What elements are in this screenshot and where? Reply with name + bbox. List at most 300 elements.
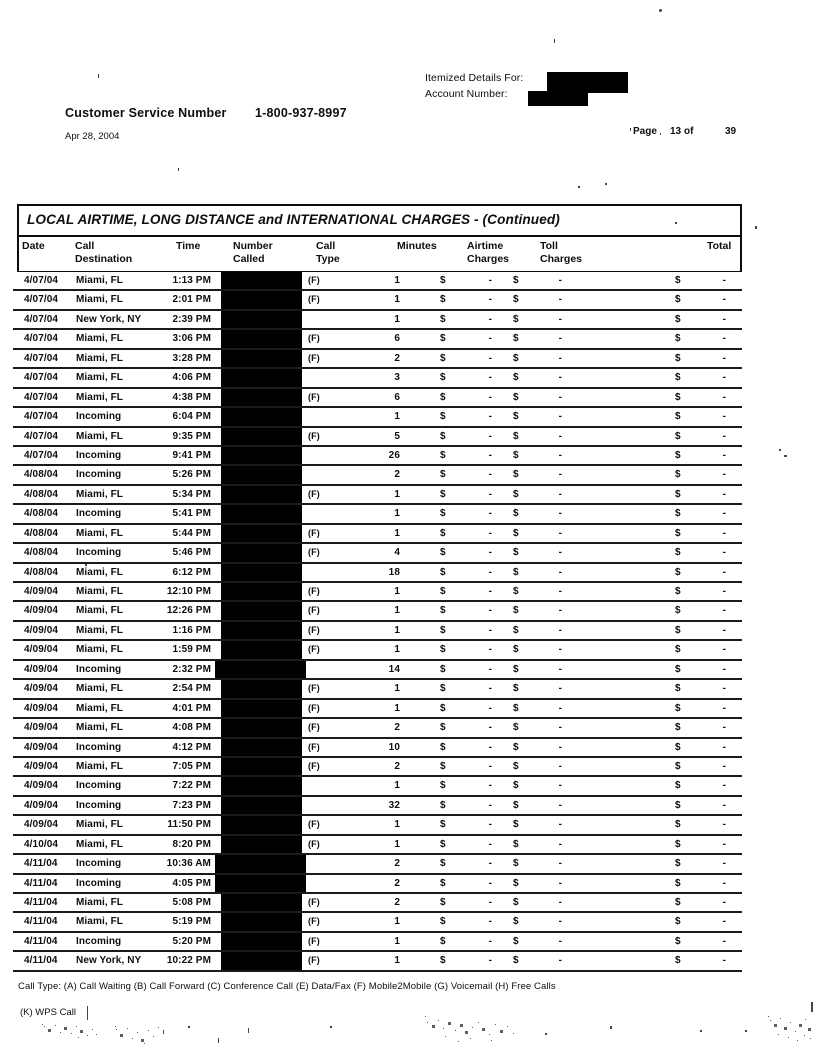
cell-date: 4/08/04 [24,566,59,578]
call-row [13,602,742,621]
cell-destination: Miami, FL [76,722,124,734]
airtime-currency-symbol: $ [440,722,446,734]
cell-destination: Miami, FL [76,566,124,578]
call-row [13,836,742,855]
cell-total-amount: - [722,877,726,889]
cell-destination: Incoming [76,935,122,947]
cell-date: 4/09/04 [24,799,59,811]
cell-time: 4:05 PM [172,877,211,889]
cell-time: 1:16 PM [172,624,211,636]
redacted-number-box [221,777,302,794]
cell-airtime-amount: - [488,760,492,772]
table-title-row [19,206,740,237]
cell-airtime-amount: - [488,372,492,384]
redacted-number-box [215,855,306,872]
scan-speck [554,39,555,43]
cell-date: 4/08/04 [24,527,59,539]
cell-total-amount: - [722,935,726,947]
airtime-currency-symbol: $ [440,313,446,325]
cell-destination: Incoming [76,547,122,559]
cell-minutes: 2 [394,722,400,734]
cell-destination: Incoming [76,877,122,889]
total-currency-symbol: $ [675,449,681,461]
cell-minutes: 1 [394,624,400,636]
cell-date: 4/08/04 [24,488,59,500]
cell-airtime-amount: - [488,333,492,345]
cell-date: 4/09/04 [24,586,59,597]
cell-airtime-amount: - [488,469,492,481]
cell-call-type: (F) [308,819,320,830]
airtime-currency-symbol: $ [440,391,446,403]
redacted-number-box [221,933,302,950]
cell-toll-amount: - [558,624,562,636]
cell-destination: Miami, FL [76,760,124,772]
airtime-currency-symbol: $ [440,469,446,481]
total-currency-symbol: $ [675,663,681,675]
cell-toll-amount: - [558,819,562,831]
cell-call-type: (F) [308,741,320,752]
redacted-number-box [221,700,302,717]
total-currency-symbol: $ [675,702,681,714]
col-header-date: Date [22,240,45,252]
redacted-number-box [221,680,302,697]
total-currency-symbol: $ [675,760,681,772]
toll-currency-symbol: $ [513,916,519,928]
cell-time: 5:08 PM [172,897,211,908]
toll-currency-symbol: $ [513,935,519,947]
scan-speck [605,183,607,185]
cell-date: 4/08/04 [24,469,59,481]
cell-total-amount: - [722,430,726,442]
cell-destination: Miami, FL [76,275,124,286]
cell-time: 3:28 PM [172,352,211,364]
cell-date: 4/11/04 [24,916,58,928]
airtime-currency-symbol: $ [440,275,446,286]
cell-airtime-amount: - [488,352,492,364]
airtime-currency-symbol: $ [440,741,446,753]
call-row [13,447,742,466]
scan-speck [188,1026,190,1028]
cell-destination: Miami, FL [76,333,124,345]
cell-destination: New York, NY [76,313,142,325]
cell-call-type: (F) [308,722,320,733]
cell-time: 1:59 PM [172,644,211,656]
call-row [13,680,742,699]
total-currency-symbol: $ [675,955,681,967]
call-row [13,933,742,952]
itemized-details-label: Itemized Details For: [425,72,524,84]
total-currency-symbol: $ [675,916,681,928]
toll-currency-symbol: $ [513,722,519,734]
cell-minutes: 1 [394,605,400,617]
cell-destination: Incoming [76,741,122,753]
redacted-number-box [221,602,302,619]
redacted-number-box [215,661,306,678]
cell-toll-amount: - [558,430,562,442]
cell-airtime-amount: - [488,780,492,792]
cell-date: 4/11/04 [24,858,58,870]
cell-total-amount: - [722,819,726,831]
call-row [13,369,742,388]
total-currency-symbol: $ [675,722,681,734]
cell-date: 4/09/04 [24,663,59,675]
toll-currency-symbol: $ [513,858,519,870]
cell-date: 4/07/04 [24,372,59,384]
cell-total-amount: - [722,313,726,325]
cell-toll-amount: - [558,508,562,520]
airtime-currency-symbol: $ [440,411,446,423]
redacted-number-box [221,291,302,308]
cell-time: 6:12 PM [172,566,211,578]
airtime-currency-symbol: $ [440,683,446,695]
cell-minutes: 1 [394,527,400,539]
cell-total-amount: - [722,352,726,364]
call-row [13,875,742,894]
cell-date: 4/07/04 [24,313,59,325]
cell-total-amount: - [722,333,726,345]
cell-total-amount: - [722,916,726,928]
cell-total-amount: - [722,275,726,286]
toll-currency-symbol: $ [513,352,519,364]
cell-date: 4/08/04 [24,508,59,520]
cell-date: 4/07/04 [24,294,59,306]
redacted-number-box [221,311,302,328]
col-header-minutes: Minutes [397,240,437,252]
cell-minutes: 1 [394,488,400,500]
cell-total-amount: - [722,547,726,559]
cell-total-amount: - [722,586,726,597]
call-row [13,486,742,505]
scan-speck [630,128,631,131]
cell-time: 4:08 PM [172,722,211,734]
cell-date: 4/11/04 [24,955,58,967]
table-column-headers [19,237,740,272]
toll-currency-symbol: $ [513,663,519,675]
call-row [13,583,742,602]
redacted-number-box [221,447,302,464]
total-currency-symbol: $ [675,488,681,500]
cell-minutes: 1 [394,411,400,423]
redacted-number-box [221,797,302,814]
cell-minutes: 1 [394,916,400,928]
cell-total-amount: - [722,780,726,792]
total-currency-symbol: $ [675,313,681,325]
total-currency-symbol: $ [675,624,681,636]
col-header-number-called: Number Called [233,240,273,265]
cell-total-amount: - [722,858,726,870]
cell-call-type: (F) [308,547,320,558]
redacted-number-box [221,369,302,386]
cell-airtime-amount: - [488,391,492,403]
redacted-number-box [221,505,302,522]
col-header-toll-charges: Toll Charges [540,240,583,265]
call-row [13,719,742,738]
redacted-number-box [221,641,302,658]
call-row [13,661,742,680]
cell-toll-amount: - [558,741,562,753]
cell-total-amount: - [722,955,726,967]
airtime-currency-symbol: $ [440,624,446,636]
cell-airtime-amount: - [488,430,492,442]
redacted-number-box [221,428,302,445]
call-row [13,777,742,796]
cell-time: 2:01 PM [172,294,211,306]
toll-currency-symbol: $ [513,275,519,286]
cell-minutes: 1 [394,275,400,286]
cell-call-type: (F) [308,352,320,363]
cell-toll-amount: - [558,586,562,597]
cell-minutes: 4 [394,547,400,559]
redacted-number-box [221,466,302,483]
scan-speck [700,1030,702,1032]
toll-currency-symbol: $ [513,449,519,461]
toll-currency-symbol: $ [513,838,519,850]
cell-minutes: 2 [394,352,400,364]
cell-destination: Miami, FL [76,294,124,306]
col-header-time: Time [176,240,201,252]
cell-toll-amount: - [558,897,562,908]
scan-speck [98,74,99,78]
call-row [13,564,742,583]
cell-time: 5:44 PM [172,527,211,539]
cell-destination: Miami, FL [76,702,124,714]
cell-minutes: 2 [394,760,400,772]
cell-date: 4/07/04 [24,391,59,403]
redacted-number-box [221,836,302,853]
wps-call-note: (K) WPS Call [20,1007,76,1018]
toll-currency-symbol: $ [513,391,519,403]
toll-currency-symbol: $ [513,372,519,384]
cell-call-type: (F) [308,391,320,402]
total-currency-symbol: $ [675,605,681,617]
airtime-currency-symbol: $ [440,663,446,675]
cell-minutes: 18 [388,566,400,578]
total-currency-symbol: $ [675,333,681,345]
cell-airtime-amount: - [488,722,492,734]
cell-minutes: 3 [394,372,400,384]
airtime-currency-symbol: $ [440,527,446,539]
cell-call-type: (F) [308,935,320,946]
cell-date: 4/09/04 [24,683,59,695]
cell-minutes: 1 [394,683,400,695]
cell-destination: Miami, FL [76,352,124,364]
airtime-currency-symbol: $ [440,605,446,617]
toll-currency-symbol: $ [513,547,519,559]
redacted-number-box [221,583,302,600]
airtime-currency-symbol: $ [440,760,446,772]
toll-currency-symbol: $ [513,333,519,345]
call-row [13,291,742,310]
cell-minutes: 2 [394,897,400,908]
airtime-currency-symbol: $ [440,877,446,889]
toll-currency-symbol: $ [513,508,519,520]
cell-time: 11:50 PM [167,819,211,831]
charges-table-header-box [17,204,742,274]
call-row [13,739,742,758]
cell-time: 5:46 PM [172,547,211,559]
airtime-currency-symbol: $ [440,333,446,345]
cell-airtime-amount: - [488,819,492,831]
redacted-number-box [221,330,302,347]
cell-minutes: 1 [394,838,400,850]
cell-destination: Miami, FL [76,488,124,500]
redacted-number-box [221,952,302,969]
scan-speck [659,9,662,12]
cell-time: 5:19 PM [172,916,211,928]
cell-minutes: 1 [394,294,400,306]
cell-airtime-amount: - [488,916,492,928]
table-body [13,272,742,972]
redacted-number-box [221,894,302,911]
cell-total-amount: - [722,624,726,636]
cell-total-amount: - [722,644,726,656]
cell-total-amount: - [722,294,726,306]
call-row [13,622,742,641]
total-currency-symbol: $ [675,547,681,559]
cell-minutes: 26 [388,449,400,461]
cell-date: 4/11/04 [24,877,58,889]
cell-time: 2:39 PM [172,313,211,325]
cell-airtime-amount: - [488,683,492,695]
cell-toll-amount: - [558,313,562,325]
airtime-currency-symbol: $ [440,352,446,364]
cell-date: 4/09/04 [24,624,59,636]
cell-date: 4/07/04 [24,449,59,461]
toll-currency-symbol: $ [513,799,519,811]
toll-currency-symbol: $ [513,294,519,306]
toll-currency-symbol: $ [513,897,519,908]
cell-minutes: 1 [394,586,400,597]
cell-time: 9:41 PM [172,449,211,461]
scan-noise-cluster [115,1026,116,1027]
cell-time: 5:41 PM [172,508,211,520]
cell-total-amount: - [722,799,726,811]
cell-total-amount: - [722,702,726,714]
call-row [13,505,742,524]
cell-call-type: (F) [308,760,320,771]
total-currency-symbol: $ [675,683,681,695]
cell-date: 4/11/04 [24,935,58,947]
total-currency-symbol: $ [675,935,681,947]
cell-total-amount: - [722,411,726,423]
cell-airtime-amount: - [488,897,492,908]
cell-toll-amount: - [558,352,562,364]
cell-call-type: (F) [308,955,320,966]
cell-minutes: 10 [388,741,400,753]
total-currency-symbol: $ [675,897,681,908]
cell-airtime-amount: - [488,294,492,306]
toll-currency-symbol: $ [513,430,519,442]
cell-destination: Miami, FL [76,644,124,656]
toll-currency-symbol: $ [513,313,519,325]
call-row [13,544,742,563]
cell-minutes: 1 [394,955,400,967]
cell-call-type: (F) [308,838,320,849]
cell-time: 12:10 PM [166,586,211,597]
cell-toll-amount: - [558,469,562,481]
cell-airtime-amount: - [488,411,492,423]
cell-toll-amount: - [558,760,562,772]
redacted-number-box [221,544,302,561]
cell-date: 4/09/04 [24,760,59,772]
cell-total-amount: - [722,372,726,384]
airtime-currency-symbol: $ [440,702,446,714]
scan-speck [218,1038,219,1043]
cell-minutes: 2 [394,877,400,889]
total-currency-symbol: $ [675,566,681,578]
cell-time: 3:06 PM [172,333,211,345]
cell-time: 4:01 PM [172,702,211,714]
cell-toll-amount: - [558,955,562,967]
cell-total-amount: - [722,838,726,850]
cell-minutes: 2 [394,858,400,870]
call-row [13,389,742,408]
cell-toll-amount: - [558,275,562,286]
redacted-number-box [221,913,302,930]
cell-airtime-amount: - [488,605,492,617]
cell-destination: Incoming [76,411,122,423]
toll-currency-symbol: $ [513,586,519,597]
cell-destination: Miami, FL [76,586,124,597]
toll-currency-symbol: $ [513,624,519,636]
call-row [13,330,742,349]
call-row [13,350,742,369]
cell-airtime-amount: - [488,838,492,850]
cell-minutes: 14 [388,663,400,675]
cell-toll-amount: - [558,935,562,947]
cell-date: 4/09/04 [24,605,59,617]
cell-airtime-amount: - [488,547,492,559]
cell-destination: Miami, FL [76,916,124,928]
airtime-currency-symbol: $ [440,294,446,306]
redacted-number-box [221,389,302,406]
cell-destination: Incoming [76,780,122,792]
cell-toll-amount: - [558,838,562,850]
cell-total-amount: - [722,897,726,908]
cell-total-amount: - [722,566,726,578]
airtime-currency-symbol: $ [440,644,446,656]
scan-speck [248,1028,249,1033]
call-row [13,700,742,719]
call-row [13,428,742,447]
cell-destination: Miami, FL [76,838,124,850]
cell-airtime-amount: - [488,644,492,656]
redacted-account-box [528,91,588,106]
total-currency-symbol: $ [675,275,681,286]
cell-toll-amount: - [558,644,562,656]
cell-airtime-amount: - [488,955,492,967]
toll-currency-symbol: $ [513,780,519,792]
cell-airtime-amount: - [488,624,492,636]
toll-currency-symbol: $ [513,955,519,967]
toll-currency-symbol: $ [513,469,519,481]
airtime-currency-symbol: $ [440,858,446,870]
cell-toll-amount: - [558,916,562,928]
call-row [13,816,742,835]
cell-destination: Incoming [76,858,122,870]
total-currency-symbol: $ [675,586,681,597]
redacted-number-box [221,622,302,639]
redacted-number-box [221,350,302,367]
cell-time: 2:32 PM [172,663,211,675]
cell-total-amount: - [722,605,726,617]
total-currency-symbol: $ [675,411,681,423]
cell-total-amount: - [722,469,726,481]
scan-speck [163,1030,164,1034]
col-header-call-type: Call Type [316,240,340,265]
airtime-currency-symbol: $ [440,586,446,597]
cell-minutes: 1 [394,780,400,792]
